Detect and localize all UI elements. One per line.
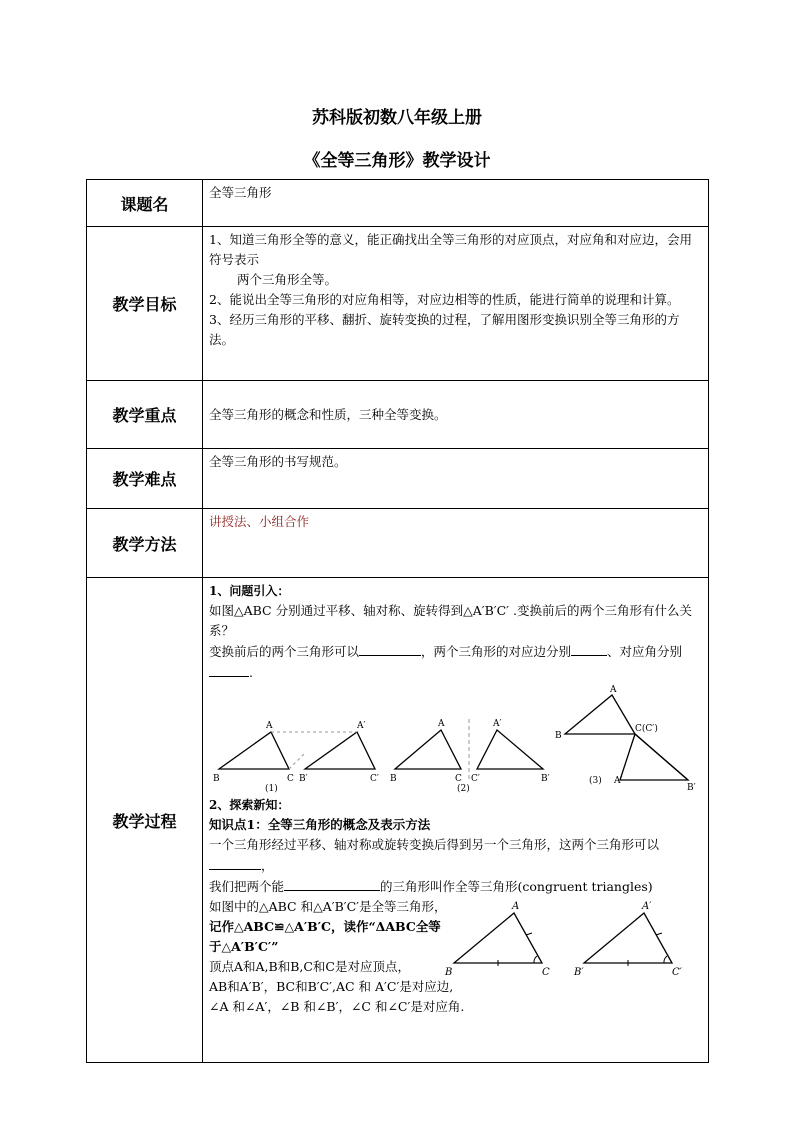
document-title: 苏科版初数八年级上册 <box>312 108 482 128</box>
para-d: 记作△ABC≌△A′B′C，读作“ΔABC全等于△A′B′C′” <box>209 919 441 954</box>
fig1-label-b1: B′ <box>299 774 308 784</box>
fig2-triangle-abc <box>395 730 461 769</box>
process-label: 教学过程 <box>87 578 203 1063</box>
fig3-side <box>635 734 688 780</box>
blank-1[interactable] <box>359 641 421 656</box>
fig2-label-c: C <box>455 774 462 784</box>
congruent-triangles-diagram <box>442 897 698 979</box>
blank-5[interactable] <box>284 876 380 891</box>
fig1-label-b: B <box>213 774 220 784</box>
fig3-label-b: B <box>555 731 562 741</box>
fig1-guide <box>289 753 305 769</box>
fig2-label-a1: A′ <box>493 719 502 729</box>
fill-text-c: 、对应角分别 <box>607 644 683 659</box>
section-2-title: 2、探索新知： <box>209 798 290 812</box>
fig1-label-a1: A′ <box>357 721 366 731</box>
fig1-caption: (1) <box>265 784 278 794</box>
fig2-label-b: B <box>390 774 397 784</box>
transform-figures <box>209 683 702 795</box>
method-label: 教学方法 <box>87 509 203 578</box>
para-c: 如图中的△ABC 和△A′B′C′是全等三角形， <box>209 899 447 914</box>
goal-1b: 两个三角形全等。 <box>237 272 338 287</box>
definition-text <box>209 897 447 977</box>
label-c1: C′ <box>672 967 682 978</box>
fig2-label-b1: B′ <box>541 774 550 784</box>
label-b1: B′ <box>574 967 584 978</box>
tick-ac <box>526 933 532 935</box>
goals-label: 教学目标 <box>87 227 203 381</box>
fig3-caption: (3) <box>589 776 602 786</box>
blank-2[interactable] <box>571 641 607 656</box>
blank-4[interactable] <box>209 855 261 870</box>
blank-3[interactable] <box>209 662 249 677</box>
goal-1: 1、知道三角形全等的意义，能正确找出全等三角形的对应顶点，对应角和对应边，会用符号表示 <box>209 232 692 267</box>
topic-value: 全等三角形 <box>203 180 709 227</box>
topic-label: 课题名 <box>87 180 203 227</box>
row-topic <box>87 180 709 227</box>
para-b-text2: 的三角形叫作全等三角形(congruent triangles) <box>380 879 653 894</box>
fig1-label-c: C <box>287 774 294 784</box>
tick-a1c1 <box>656 933 662 935</box>
congruent-definition <box>209 897 702 1017</box>
fig1-triangle-a1b1c1 <box>305 732 375 769</box>
method-value: 讲授法、小组合作 <box>203 509 709 578</box>
fig3-label-a1: A′ <box>614 776 623 786</box>
fig1-label-c1: C′ <box>370 774 379 784</box>
document-subtitle: 《全等三角形》教学设计 <box>303 151 491 171</box>
fig3-triangle-a1b1c1 <box>620 734 688 780</box>
row-process <box>87 578 709 1063</box>
para-g: ∠A 和∠A′，∠B 和∠B′，∠C 和∠C′是对应角. <box>209 999 465 1014</box>
goal-2: 2、能说出全等三角形的对应角相等，对应边相等的性质，能进行简单的说理和计算。 <box>209 292 680 307</box>
fill-text-a: 变换前后的两个三角形可以 <box>209 644 360 659</box>
fig3-label-a: A <box>610 685 617 695</box>
row-goals <box>87 227 709 381</box>
lesson-plan-table <box>86 179 709 1063</box>
angle-c-mark <box>534 956 537 963</box>
fig3-label-cc: C(C′) <box>635 724 658 734</box>
fig2-label-a: A <box>438 719 445 729</box>
section-1-title: 1、问题引入： <box>209 584 290 598</box>
fig2-caption: (2) <box>457 784 470 794</box>
section-1-fill <box>209 641 702 683</box>
section-1-question: 如图△ABC 分别通过平移、轴对称、旋转得到△A′B′C′ .变换前后的两个三角形有什么关系？ <box>209 603 692 638</box>
fig1-label-a: A <box>266 721 273 731</box>
para-b <box>209 876 702 897</box>
key-label: 教学重点 <box>87 381 203 449</box>
transform-diagram <box>209 683 705 795</box>
row-difficulty <box>87 449 709 509</box>
para-a-text: 一个三角形经过平移、轴对称或旋转变换后得到另一个三角形，这两个三角形可以 <box>209 837 660 852</box>
triangle-abc <box>454 913 542 963</box>
fig3-triangle-abc <box>565 695 635 734</box>
label-b: B <box>445 967 453 978</box>
knowledge-point-1: 知识点1：全等三角形的概念及表示方法 <box>209 817 431 832</box>
process-content <box>203 578 709 1063</box>
difficulty-value: 全等三角形的书写规范。 <box>203 449 709 509</box>
label-a1: A′ <box>642 901 652 912</box>
label-c: C <box>542 967 550 978</box>
label-a: A <box>512 901 520 912</box>
para-a <box>209 835 702 876</box>
row-key <box>87 381 709 449</box>
key-value: 全等三角形的概念和性质，三种全等变换。 <box>203 381 709 449</box>
fig2-label-c1: C′ <box>471 774 480 784</box>
para-f: AB和A′B′，BC和B′C′,AC 和 A′C′是对应边, <box>209 979 454 994</box>
fig1-triangle-abc <box>219 732 289 769</box>
difficulty-label: 教学难点 <box>87 449 203 509</box>
fill-text-d: . <box>249 665 253 680</box>
fig3-label-b1: B′ <box>687 783 696 793</box>
angle-c1-mark <box>664 956 667 963</box>
para-a-end: ， <box>261 858 274 873</box>
goal-3: 3、经历三角形的平移、翻折、旋转变换的过程，了解用图形变换识别全等三角形的方法。 <box>209 312 680 347</box>
fill-text-b: ，两个三角形的对应边分别 <box>421 644 572 659</box>
para-b-text1: 我们把两个能 <box>209 879 285 894</box>
para-e: 顶点A和A,B和B,C和C是对应顶点， <box>209 959 411 974</box>
row-method <box>87 509 709 578</box>
goals-content <box>203 227 709 381</box>
triangle-a1b1c1 <box>584 913 672 963</box>
fig2-triangle-a1b1c1 <box>477 730 543 769</box>
